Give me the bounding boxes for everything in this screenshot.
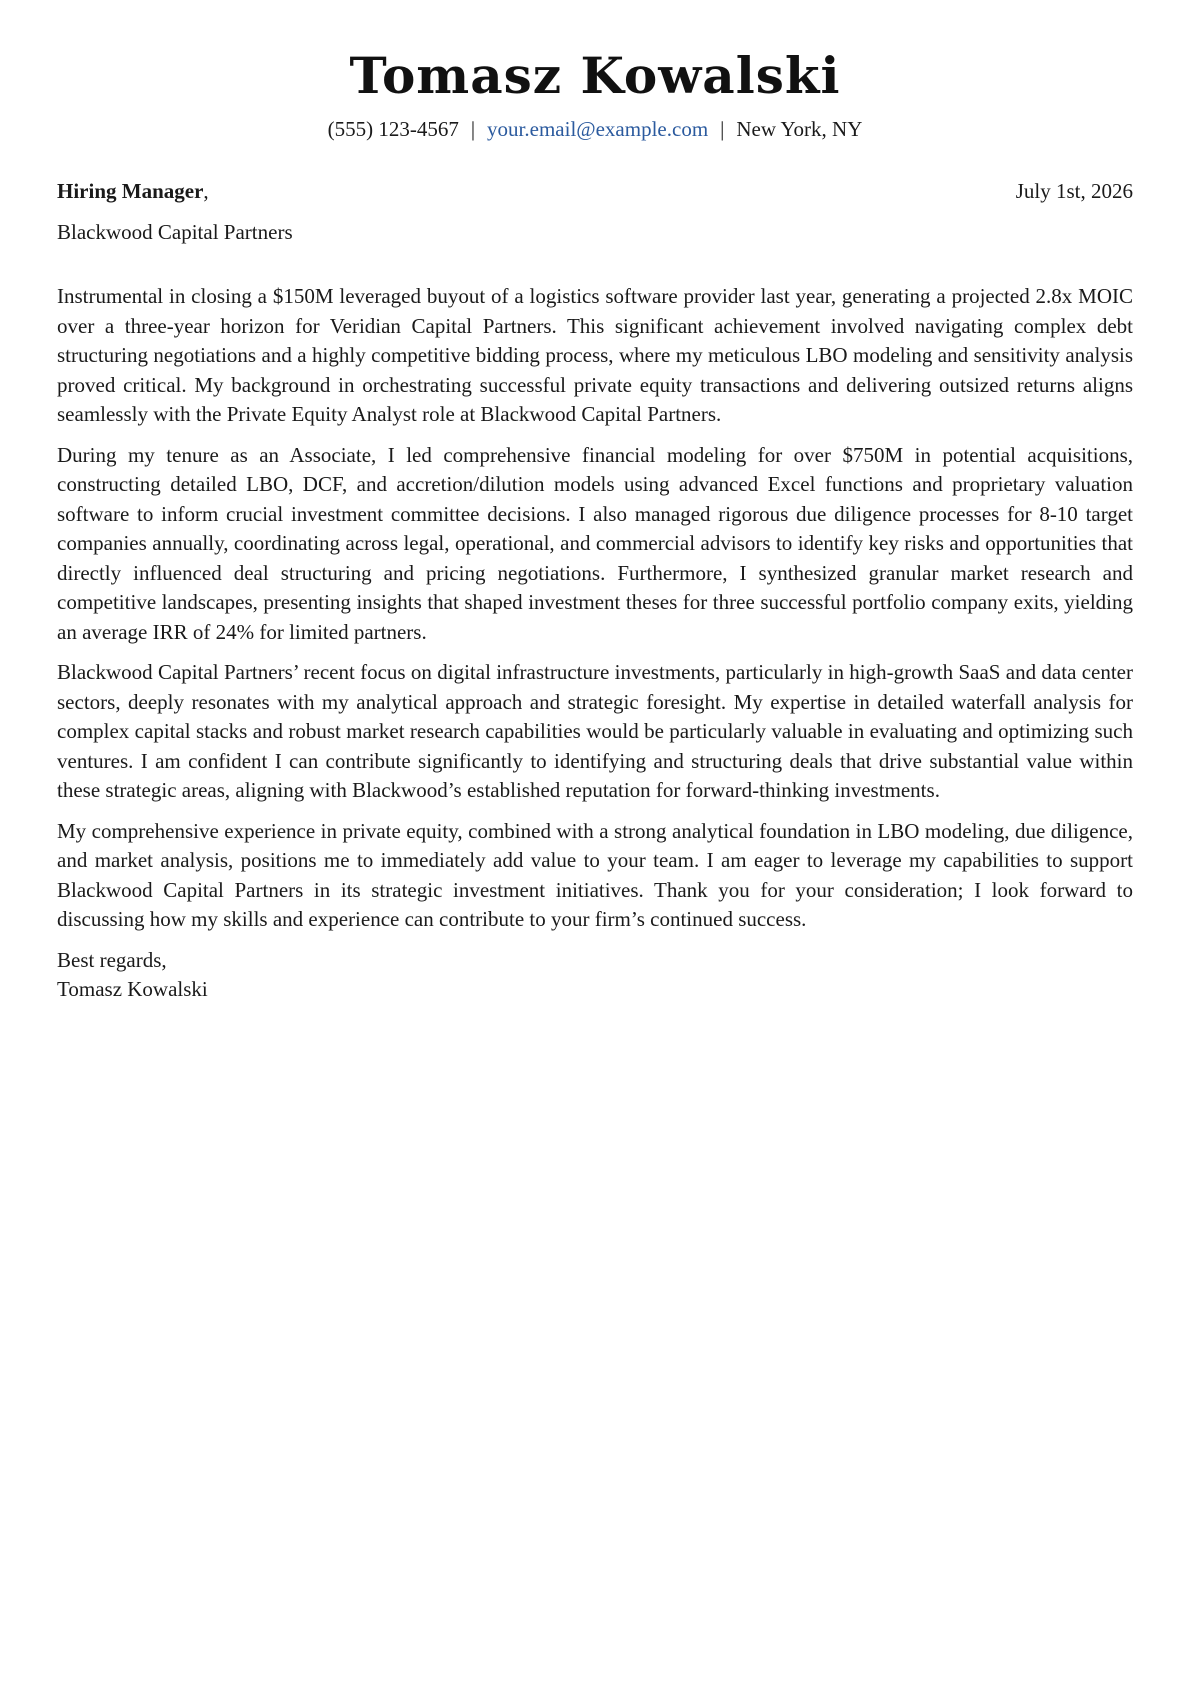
contact-line: [57, 114, 1133, 144]
body-paragraph: During my tenure as an Associate, I led comprehensive financial modeling for over $750M in potential acquisitions, constructing detailed LBO, DCF, and accretion/dilution models using advanced Excel functions and proprietary valuation software to inform crucial investment committee decisions. I also managed rigorous due diligence processes for 8-10 target companies annually, coordinating across legal, operational, and commercial advisors to identify key risks and opportunities that directly influenced deal structuring and pricing negotiations. Furthermore, I synthesized granular market research and competitive landscapes, presenting insights that shaped investment theses for three successful portfolio company exits, yielding an average IRR of 24% for limited partners.: [57, 442, 1133, 644]
letter-body: [57, 282, 1133, 1005]
body-paragraph: Instrumental in closing a $150M leveraged buyout of a logistics software provider last year, generating a projected 2.8x MOIC over a three-year horizon for Veridian Capital Partners. This significant achievement involved navigating complex debt structuring negotiations and a highly competitive bidding process, where my meticulous LBO modeling and sensitivity analysis proved critical. My background in orchestrating successful private equity transactions and delivering outsized returns aligns seamlessly with the Private Equity Analyst role at Blackwood Capital Partners.: [57, 284, 1133, 426]
email-link[interactable]: your.email@example.com: [487, 117, 709, 141]
recipient-company: Blackwood Capital Partners: [57, 220, 293, 244]
phone-number: (555) 123-4567: [327, 117, 459, 141]
recipient-title: Hiring Manager: [57, 179, 204, 203]
recipient-salutation: [57, 176, 209, 206]
body-paragraph: Blackwood Capital Partners’ recent focus on digital infrastructure investments, particularly in high-growth SaaS and data center sectors, deeply resonates with my analytical approach and strategic foresight. My expertise in detailed waterfall analysis for complex capital stacks and robust market research capabilities would be particularly valuable in evaluating and optimizing such ventures. I am confident I can contribute significantly to identifying and structuring deals that drive substantial value within these strategic areas, aligning with Blackwood’s established reputation for forward-thinking investments.: [57, 660, 1133, 802]
recipient-row: [57, 176, 1133, 206]
contact-separator: |: [470, 117, 476, 141]
applicant-name: Tomasz Kowalski: [349, 46, 841, 105]
letter-date: July 1st, 2026: [1015, 179, 1133, 203]
body-paragraph: My comprehensive experience in private equity, combined with a strong analytical foundation in LBO modeling, due diligence, and market analysis, positions me to immediately add value to your team. I am eager to leverage my capabilities to support Blackwood Capital Partners in its strategic investment initiatives. Thank you for your consideration; I look forward to discussing how my skills and experience can contribute to your firm’s continued success.: [57, 818, 1133, 931]
letter-closing: [57, 946, 1133, 1005]
signoff: Best regards,: [57, 947, 167, 972]
salutation-comma: ,: [203, 179, 209, 203]
signature-name: Tomasz Kowalski: [57, 977, 208, 1001]
location: New York, NY: [736, 117, 863, 141]
contact-separator: |: [720, 117, 725, 141]
